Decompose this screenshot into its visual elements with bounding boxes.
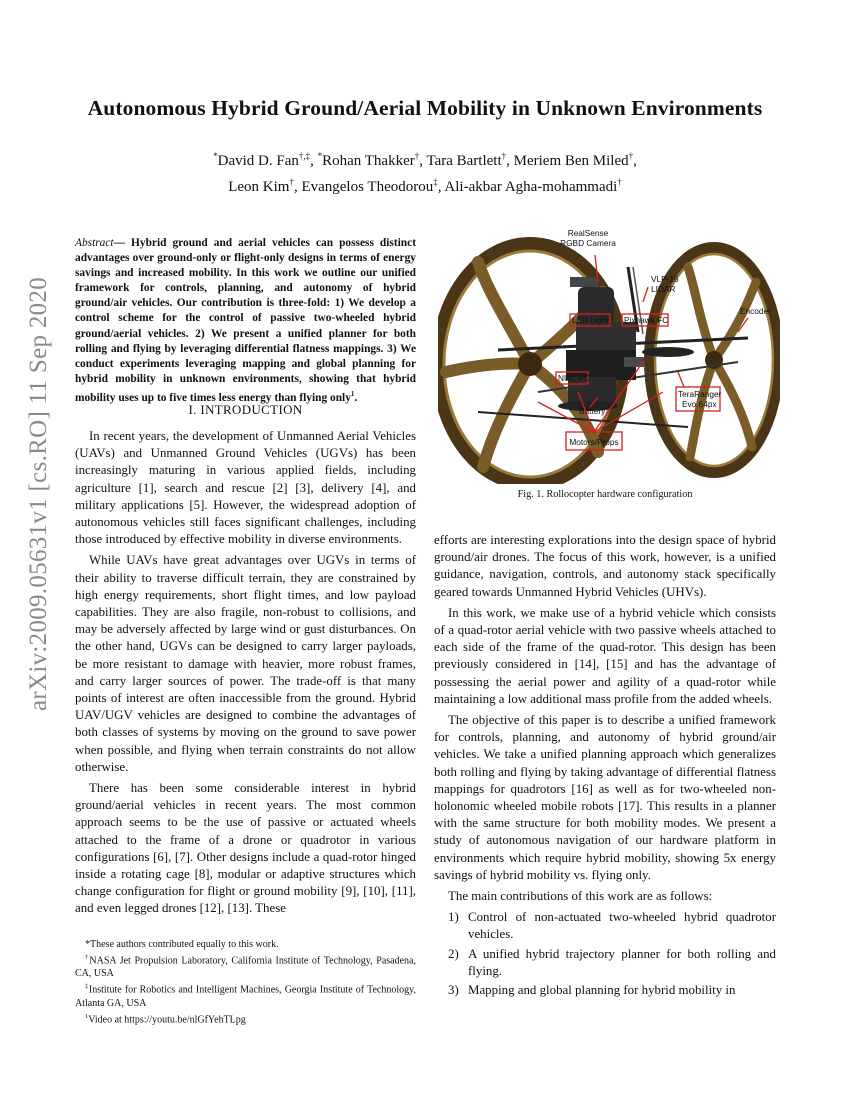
rollocopter-illustration: [438, 222, 780, 484]
figure-rollocopter: [438, 222, 780, 484]
author-line-1: *David D. Fan†,‡, *Rohan Thakker†, Tara Bartlett†, Meriem Ben Miled†,: [213, 151, 637, 169]
paragraph: The objective of this paper is to describe a unified framework for controls, planning, and autonomy of hybrid ground/air vehicles. We take a unified planning approach which generalizes both rolling and flying by taking advantage of differential flatness mappings for quadrotors [16] as well as for two-wheeled non-holonomic wheeled mobile robots [17]. This results in a planner with the same structure for both mobility modes. We present a study of autonomous navigation of our hardware platform in environments which require hybrid mobility, showing 5x energy savings of hybrid mobility vs. flying only.: [434, 713, 776, 882]
author-list: [60, 146, 790, 198]
list-number: 1): [448, 910, 459, 925]
list-item: [434, 909, 776, 943]
author-name: David D. Fan: [217, 153, 299, 169]
footnote-text: Institute for Robotics and Intelligent Machines, Georgia Institute of Technology, Atlanta GA, USA: [75, 984, 416, 1009]
author-name: Evangelos Theodorou: [301, 179, 434, 195]
list-number: 3): [448, 983, 459, 998]
paragraph: In this work, we make use of a hybrid vehicle which consists of a quad-rotor aerial vehicle with two passive wheels attached to each side of the frame of the quad-rotor. This design has been previously considered in [14], [15] and has the advantage of possessing the aerial power and agility of a quad-rotor while maintaining a low additional mass profile from the added wheels.: [434, 605, 776, 706]
footnote-mark: 1: [85, 1012, 89, 1020]
list-text: Control of non-actuated two-wheeled hybrid quadrotor vehicles.: [468, 910, 776, 942]
author-name: Ali-akbar Agha-mohammadi: [444, 179, 618, 195]
abstract-body: — Hybrid ground and aerial vehicles can possess distinct advantages over ground-only or flight-only designs in terms of energy savings and increased mobility. In this work we outline our unified framework for controls, planning, and autonomy of hybrid ground/air vehicles. Our contribution is three-fold: 1) We develop a control scheme for the control of passive two-wheeled hybrid ground/aerial vehicles. 2) We present a unified planner for both rolling and flying by leveraging differential flatness mappings. 3) We conduct experiments leveraging mapping and global planning for hybrid mobility in unknown environments, showing that hybrid mobility uses up to five times less energy than flying only: [75, 237, 416, 404]
label-lidar-sub: LIDAR: [651, 284, 676, 294]
arxiv-identifier: arXiv:2009.05631v1 [cs.RO] 11 Sep 2020: [25, 276, 53, 712]
section-heading: I. INTRODUCTION: [188, 403, 303, 417]
affiliation-mark: †: [414, 151, 420, 161]
affiliation-mark: †: [617, 177, 622, 187]
label-teraranger: TeraRanger: [678, 389, 722, 399]
list-text: Mapping and global planning for hybrid mobility in: [468, 983, 736, 998]
footnote: *These authors contributed equally to this work.: [85, 939, 279, 950]
abstract-end: .: [354, 391, 358, 404]
list-number: 2): [448, 946, 459, 961]
label-nuc: NUC PC: [558, 373, 590, 383]
label-teraranger-sub: Evo 64px: [682, 399, 717, 409]
footnotes: [75, 938, 416, 1026]
author-line-2: Leon Kim†, Evangelos Theodorou‡, Ali-akbar Agha-mohammadi†: [228, 177, 622, 195]
paragraph: There has been some considerable interest in hybrid ground/aerial vehicles in recent years. The most common approach seems to be the use of passive or actuated wheels attached to the frame of a drone or quadrotor in various configurations [6], [7]. Other designs include a quad-rotor hinged inside a rotating cage [8], modular or adaptive structures which change configuration for flight or ground mobility [9], [10], [11], and even legged drones [12], [13]. These: [75, 781, 416, 916]
paragraph: In recent years, the development of Unmanned Aerial Vehicles (UAVs) and Unmanned Ground Vehicles (UGVs) has been increasingly maturing in various applied fields, including agriculture [1], search and rescue [2] [3], delivery [4], and military applications [5]. However, the widespread adoption of autonomous vehicles still faces significant challenges, including those introduced by effective mobility in diverse environments.: [75, 429, 416, 547]
label-lidar: VLP-16: [651, 274, 679, 284]
footnote: [75, 980, 416, 1009]
abstract-lead: Abstract: [75, 237, 114, 249]
paper-title: Autonomous Hybrid Ground/Aerial Mobility in Unknown Environments: [87, 96, 763, 120]
abstract: [75, 236, 416, 406]
label-realsense-sub: RGBD Camera: [560, 238, 616, 248]
label-battery: Battery: [579, 406, 606, 416]
list-item: [434, 982, 776, 999]
paragraph: While UAVs have great advantages over UGVs in terms of their ability to traverse difficult terrain, they are constrained by high energy requirements, short flight times, and low payload capabilities. They are also fragile, non-robust to collisions, and may be adversely affected by large wind or gust disturbances. On the other hand, UGVs can be designed to carry larger payloads, be more resistant to damage with heavier, more robust frames, and carry larger sources of power. The trade-off is that many points of interest are often inaccessible from the ground. Hybrid UAV/UGV vehicles are designed to combine the advantages of both classes of systems by moving on the ground to save power when possible, and flying when terrain constraints do not allow otherwise.: [75, 553, 416, 774]
footnote-text: Video at https://youtu.be/nlGfYehTLpg: [88, 1013, 246, 1025]
footnote-mark: †: [85, 954, 90, 961]
author-name: Meriem Ben Miled: [513, 153, 629, 169]
footnote-mark: 1: [350, 389, 355, 398]
footnote: [75, 1010, 416, 1026]
right-column: [434, 532, 776, 1001]
equal-contribution-mark: *: [317, 151, 323, 161]
affiliation-mark: †: [628, 151, 634, 161]
equal-contribution-mark: *: [213, 151, 218, 161]
arxiv-stamp: [19, 276, 59, 712]
footnote-text: NASA Jet Propulsion Laboratory, California Institute of Technology, Pasadena, CA, USA: [75, 955, 416, 980]
contribution-list: [434, 909, 776, 999]
figure-caption: Fig. 1. Rollocopter hardware configuration: [517, 489, 693, 500]
list-item: [434, 946, 776, 980]
affiliation-mark: †,‡: [298, 151, 311, 161]
label-realsense: RealSense: [567, 228, 609, 238]
affiliation-mark: ‡: [433, 177, 438, 187]
label-pixhawk: Pixhawk FC: [624, 315, 669, 325]
affiliation-mark: †: [289, 177, 294, 187]
paragraph: efforts are interesting explorations into the design space of hybrid ground/air drones. The focus of this work, however, is a unified guidance, navigation, controls, and autonomy stack specifically geared towards Unmanned Hybrid Vehicles (UHVs).: [434, 533, 776, 599]
list-text: A unified hybrid trajectory planner for both rolling and flying.: [468, 946, 776, 978]
paragraph: The main contributions of this work are as follows:: [448, 889, 713, 904]
label-encoder: Encoder: [740, 306, 771, 316]
footnote-mark: ‡: [85, 983, 89, 991]
author-name: Rohan Thakker: [322, 153, 415, 169]
author-name: Leon Kim: [228, 179, 290, 195]
footnote: [75, 951, 416, 980]
author-name: Tara Bartlett: [426, 153, 502, 169]
affiliation-mark: †: [501, 151, 507, 161]
left-column: [75, 428, 416, 922]
label-led: LED Light: [572, 315, 609, 325]
label-motors: Motors/Props: [569, 437, 619, 447]
